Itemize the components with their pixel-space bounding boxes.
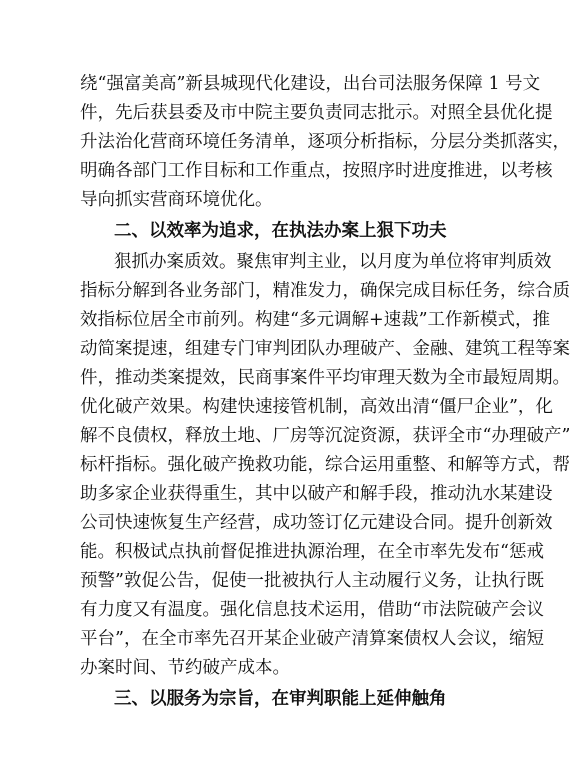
paragraph-line: 指标分解到各业务部门，精准发力，确保完成目标任务，综合质 [80, 281, 570, 301]
paragraph-line: 有力度又有温度。强化信息技术运用，借助“市法院破产会议 [80, 600, 544, 620]
paragraph-line: 件，推动类案提效，民商事案件平均审理天数为全市最短周期。 [80, 368, 570, 388]
paragraph-line: 预警”敦促公告，促使一批被执行人主动履行义务，让执行既 [80, 571, 544, 591]
paragraph-line: 办案时间、节约破产成本。 [80, 658, 290, 678]
paragraph-line: 效指标位居全市前列。构建“多元调解+速裁”工作新模式，推 [80, 310, 551, 330]
paragraph-line: 标杆指标。强化破产挽救功能，综合运用重整、和解等方式，帮 [80, 455, 570, 475]
paragraph-line: 助多家企业获得重生，其中以破产和解手段，推动氿水某建设 [80, 484, 553, 504]
paragraph-line: 件，先后获县委及市中院主要负责同志批示。对照全县优化提 [80, 103, 553, 123]
paragraph-line: 解不良债权，释放土地、厂房等沉淀资源，获评全市“办理破产” [80, 426, 571, 446]
paragraph-line: 绕“强富美高”新县城现代化建设，出台司法服务保障 1 号文 [80, 74, 541, 94]
paragraph-line: 动简案提速，组建专门审判团队办理破产、金融、建筑工程等案 [80, 339, 570, 359]
section-heading: 三、以服务为宗旨，在审判职能上延伸触角 [114, 689, 447, 709]
paragraph-line: 明确各部门工作目标和工作重点，按照序时进度推进，以考核 [80, 161, 553, 181]
paragraph-line: 公司快速恢复生产经营，成功签订亿元建设合同。提升创新效 [80, 513, 553, 533]
document-body [80, 70, 571, 714]
section-heading: 二、以效率为追求，在执法办案上狠下功夫 [114, 221, 447, 241]
paragraph-line: 平台”，在全市率先召开某企业破产清算案债权人会议，缩短 [80, 629, 544, 649]
paragraph-line: 狠抓办案质效。聚焦审判主业，以月度为单位将审判质效 [114, 252, 552, 272]
paragraph-line: 优化破产效果。构建快速接管机制，高效出清“僵尸企业”，化 [80, 397, 553, 417]
paragraph-line: 导向抓实营商环境优化。 [80, 190, 273, 210]
paragraph-line: 升法治化营商环境任务清单，逐项分析指标，分层分类抓落实， [80, 132, 570, 152]
paragraph-line: 能。积极试点执前督促推进执源治理，在全市率先发布“惩戒 [80, 542, 544, 562]
